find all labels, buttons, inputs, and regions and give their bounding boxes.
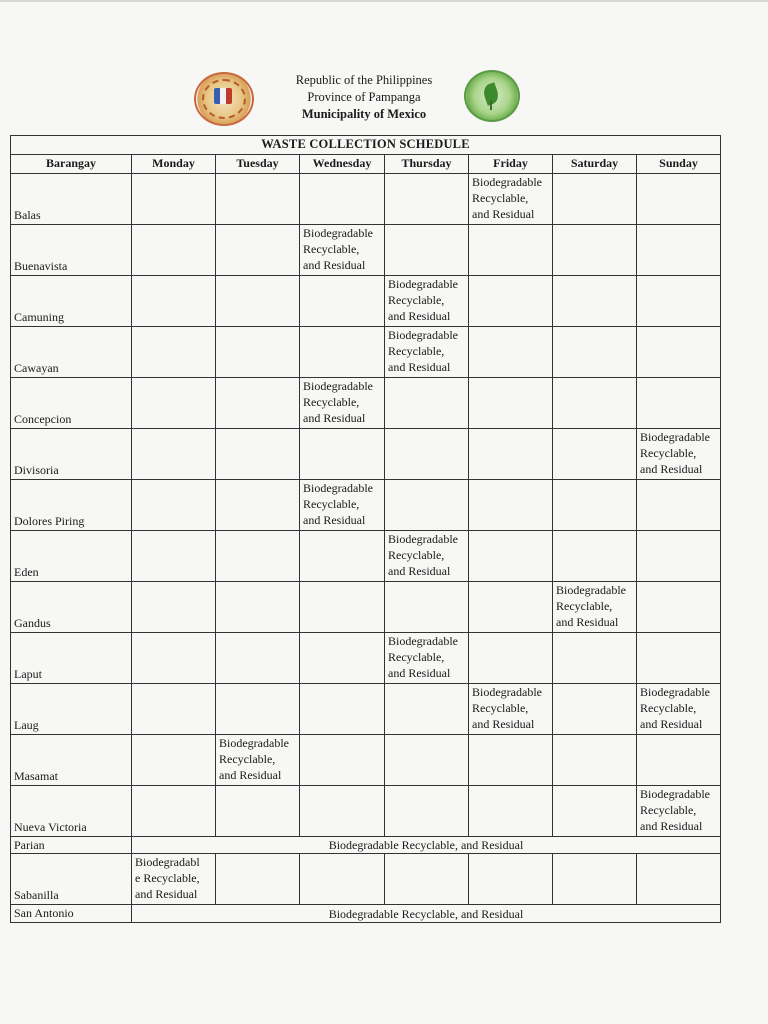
schedule-cell-thursday <box>385 480 469 531</box>
municipal-seal-icon <box>194 72 254 126</box>
schedule-cell-saturday <box>553 633 637 684</box>
column-header-friday: Friday <box>469 155 553 174</box>
column-header-tuesday: Tuesday <box>216 155 300 174</box>
schedule-cell-friday <box>469 378 553 429</box>
barangay-name: Laug <box>11 684 132 735</box>
schedule-cell-tuesday <box>216 735 300 786</box>
schedule-row-gandus <box>11 582 721 633</box>
schedule-cell-friday <box>469 480 553 531</box>
barangay-name: Eden <box>11 531 132 582</box>
collection-entry: Biodegradable Recyclable, and Residual <box>219 736 289 782</box>
schedule-cell-sunday <box>637 174 721 225</box>
collection-entry: Biodegradable Recyclable, and Residual <box>388 277 458 323</box>
collection-entry: Biodegradable Recyclable, and Residual <box>388 532 458 578</box>
schedule-cell-sunday <box>637 480 721 531</box>
schedule-cell-tuesday <box>216 633 300 684</box>
schedule-cell-monday <box>132 633 216 684</box>
barangay-name: Dolores Piring <box>11 480 132 531</box>
schedule-cell-thursday <box>385 225 469 276</box>
schedule-cell-thursday <box>385 327 469 378</box>
schedule-row-san-antonio <box>11 905 721 923</box>
daily-collection-entry: Biodegradable Recyclable, and Residual <box>132 837 721 854</box>
schedule-cell-tuesday <box>216 174 300 225</box>
schedule-cell-saturday <box>553 786 637 837</box>
collection-entry: Biodegradabl e Recyclable, and Residual <box>135 855 200 901</box>
schedule-cell-tuesday <box>216 429 300 480</box>
schedule-cell-tuesday <box>216 582 300 633</box>
barangay-name: Divisoria <box>11 429 132 480</box>
barangay-name: San Antonio <box>11 905 132 923</box>
schedule-cell-wednesday <box>300 225 385 276</box>
schedule-cell-saturday <box>553 684 637 735</box>
letterhead <box>0 68 768 128</box>
barangay-name: Sabanilla <box>11 854 132 905</box>
schedule-cell-monday <box>132 480 216 531</box>
barangay-name: Laput <box>11 633 132 684</box>
scan-edge <box>0 0 768 2</box>
barangay-name: Nueva Victoria <box>11 786 132 837</box>
column-header-thursday: Thursday <box>385 155 469 174</box>
schedule-cell-sunday <box>637 633 721 684</box>
schedule-cell-thursday <box>385 633 469 684</box>
schedule-cell-friday <box>469 174 553 225</box>
schedule-row-nueva-victoria <box>11 786 721 837</box>
schedule-cell-friday <box>469 276 553 327</box>
schedule-row-parian <box>11 837 721 854</box>
schedule-cell-wednesday <box>300 786 385 837</box>
column-header-saturday: Saturday <box>553 155 637 174</box>
schedule-cell-sunday <box>637 225 721 276</box>
schedule-row-dolores-piring <box>11 480 721 531</box>
schedule-row-buenavista <box>11 225 721 276</box>
schedule-cell-monday <box>132 531 216 582</box>
barangay-name: Buenavista <box>11 225 132 276</box>
schedule-cell-thursday <box>385 174 469 225</box>
schedule-cell-wednesday <box>300 684 385 735</box>
collection-entry: Biodegradable Recyclable, and Residual <box>388 328 458 374</box>
schedule-cell-sunday <box>637 582 721 633</box>
schedule-cell-thursday <box>385 531 469 582</box>
schedule-cell-friday <box>469 327 553 378</box>
schedule-cell-saturday <box>553 327 637 378</box>
column-header-barangay: Barangay <box>11 155 132 174</box>
schedule-cell-friday <box>469 531 553 582</box>
republic-line: Republic of the Philippines <box>295 73 433 87</box>
schedule-cell-monday <box>132 854 216 905</box>
schedule-cell-friday <box>469 854 553 905</box>
schedule-cell-sunday <box>637 378 721 429</box>
barangay-name: Concepcion <box>11 378 132 429</box>
collection-entry: Biodegradable Recyclable, and Residual <box>472 175 542 221</box>
schedule-cell-friday <box>469 684 553 735</box>
schedule-cell-tuesday <box>216 480 300 531</box>
schedule-cell-saturday <box>553 735 637 786</box>
schedule-table <box>10 135 721 923</box>
schedule-cell-monday <box>132 429 216 480</box>
barangay-name: Cawayan <box>11 327 132 378</box>
schedule-cell-tuesday <box>216 684 300 735</box>
column-header-wednesday: Wednesday <box>300 155 385 174</box>
schedule-cell-monday <box>132 327 216 378</box>
schedule-cell-tuesday <box>216 854 300 905</box>
collection-entry: Biodegradable Recyclable, and Residual <box>556 583 626 629</box>
schedule-cell-sunday <box>637 327 721 378</box>
schedule-row-laput <box>11 633 721 684</box>
schedule-cell-wednesday <box>300 429 385 480</box>
schedule-cell-sunday <box>637 684 721 735</box>
schedule-cell-saturday <box>553 429 637 480</box>
column-header-row <box>11 155 721 174</box>
schedule-cell-saturday <box>553 582 637 633</box>
schedule-cell-wednesday <box>300 480 385 531</box>
barangay-name: Masamat <box>11 735 132 786</box>
schedule-row-sabanilla <box>11 854 721 905</box>
schedule-cell-tuesday <box>216 225 300 276</box>
schedule-cell-saturday <box>553 378 637 429</box>
schedule-row-eden <box>11 531 721 582</box>
schedule-row-laug <box>11 684 721 735</box>
schedule-cell-thursday <box>385 378 469 429</box>
collection-entry: Biodegradable Recyclable, and Residual <box>640 430 710 476</box>
environment-seal-icon <box>464 70 520 122</box>
barangay-name: Camuning <box>11 276 132 327</box>
schedule-cell-monday <box>132 174 216 225</box>
barangay-name: Balas <box>11 174 132 225</box>
collection-entry: Biodegradable Recyclable, and Residual <box>472 685 542 731</box>
schedule-cell-monday <box>132 225 216 276</box>
column-header-sunday: Sunday <box>637 155 721 174</box>
schedule-cell-monday <box>132 684 216 735</box>
barangay-name: Parian <box>11 837 132 854</box>
schedule-cell-saturday <box>553 174 637 225</box>
municipality-line: Municipality of Mexico <box>301 107 427 121</box>
schedule-cell-tuesday <box>216 276 300 327</box>
schedule-row-masamat <box>11 735 721 786</box>
collection-entry: Biodegradable Recyclable, and Residual <box>303 226 373 272</box>
schedule-cell-thursday <box>385 854 469 905</box>
schedule-cell-saturday <box>553 276 637 327</box>
collection-entry: Biodegradable Recyclable, and Residual <box>388 634 458 680</box>
schedule-cell-saturday <box>553 531 637 582</box>
collection-entry: Biodegradable Recyclable, and Residual <box>640 685 710 731</box>
schedule-cell-wednesday <box>300 276 385 327</box>
letterhead-text <box>270 72 458 123</box>
schedule-cell-sunday <box>637 531 721 582</box>
schedule-cell-wednesday <box>300 582 385 633</box>
schedule-body <box>11 174 721 923</box>
schedule-cell-friday <box>469 582 553 633</box>
schedule-cell-wednesday <box>300 633 385 684</box>
schedule-cell-thursday <box>385 735 469 786</box>
collection-entry: Biodegradable Recyclable, and Residual <box>303 379 373 425</box>
daily-collection-entry: Biodegradable Recyclable, and Residual <box>132 905 721 923</box>
schedule-row-balas <box>11 174 721 225</box>
schedule-cell-tuesday <box>216 786 300 837</box>
schedule-cell-saturday <box>553 480 637 531</box>
schedule-cell-monday <box>132 276 216 327</box>
schedule-cell-wednesday <box>300 174 385 225</box>
schedule-row-cawayan <box>11 327 721 378</box>
schedule-cell-friday <box>469 633 553 684</box>
barangay-name: Gandus <box>11 582 132 633</box>
collection-entry: Biodegradable Recyclable, and Residual <box>303 481 373 527</box>
schedule-row-camuning <box>11 276 721 327</box>
schedule-cell-friday <box>469 225 553 276</box>
schedule-cell-saturday <box>553 854 637 905</box>
schedule-cell-tuesday <box>216 531 300 582</box>
schedule-cell-monday <box>132 735 216 786</box>
collection-entry: Biodegradable Recyclable, and Residual <box>640 787 710 833</box>
schedule-row-divisoria <box>11 429 721 480</box>
schedule-cell-thursday <box>385 582 469 633</box>
schedule-cell-friday <box>469 786 553 837</box>
schedule-cell-friday <box>469 429 553 480</box>
schedule-cell-monday <box>132 786 216 837</box>
province-line: Province of Pampanga <box>307 90 421 104</box>
schedule-row-concepcion <box>11 378 721 429</box>
schedule-cell-sunday <box>637 786 721 837</box>
schedule-cell-wednesday <box>300 327 385 378</box>
column-header-monday: Monday <box>132 155 216 174</box>
schedule-cell-sunday <box>637 276 721 327</box>
schedule-cell-tuesday <box>216 378 300 429</box>
schedule-cell-tuesday <box>216 327 300 378</box>
schedule-cell-monday <box>132 582 216 633</box>
table-title: WASTE COLLECTION SCHEDULE <box>11 136 721 155</box>
schedule-cell-thursday <box>385 786 469 837</box>
schedule-cell-thursday <box>385 684 469 735</box>
schedule-cell-sunday <box>637 854 721 905</box>
schedule-cell-thursday <box>385 276 469 327</box>
schedule-cell-sunday <box>637 429 721 480</box>
schedule-cell-wednesday <box>300 735 385 786</box>
schedule-cell-monday <box>132 378 216 429</box>
schedule-cell-thursday <box>385 429 469 480</box>
schedule-cell-saturday <box>553 225 637 276</box>
schedule-cell-friday <box>469 735 553 786</box>
schedule-cell-wednesday <box>300 531 385 582</box>
schedule-cell-sunday <box>637 735 721 786</box>
schedule-cell-wednesday <box>300 854 385 905</box>
schedule-cell-wednesday <box>300 378 385 429</box>
